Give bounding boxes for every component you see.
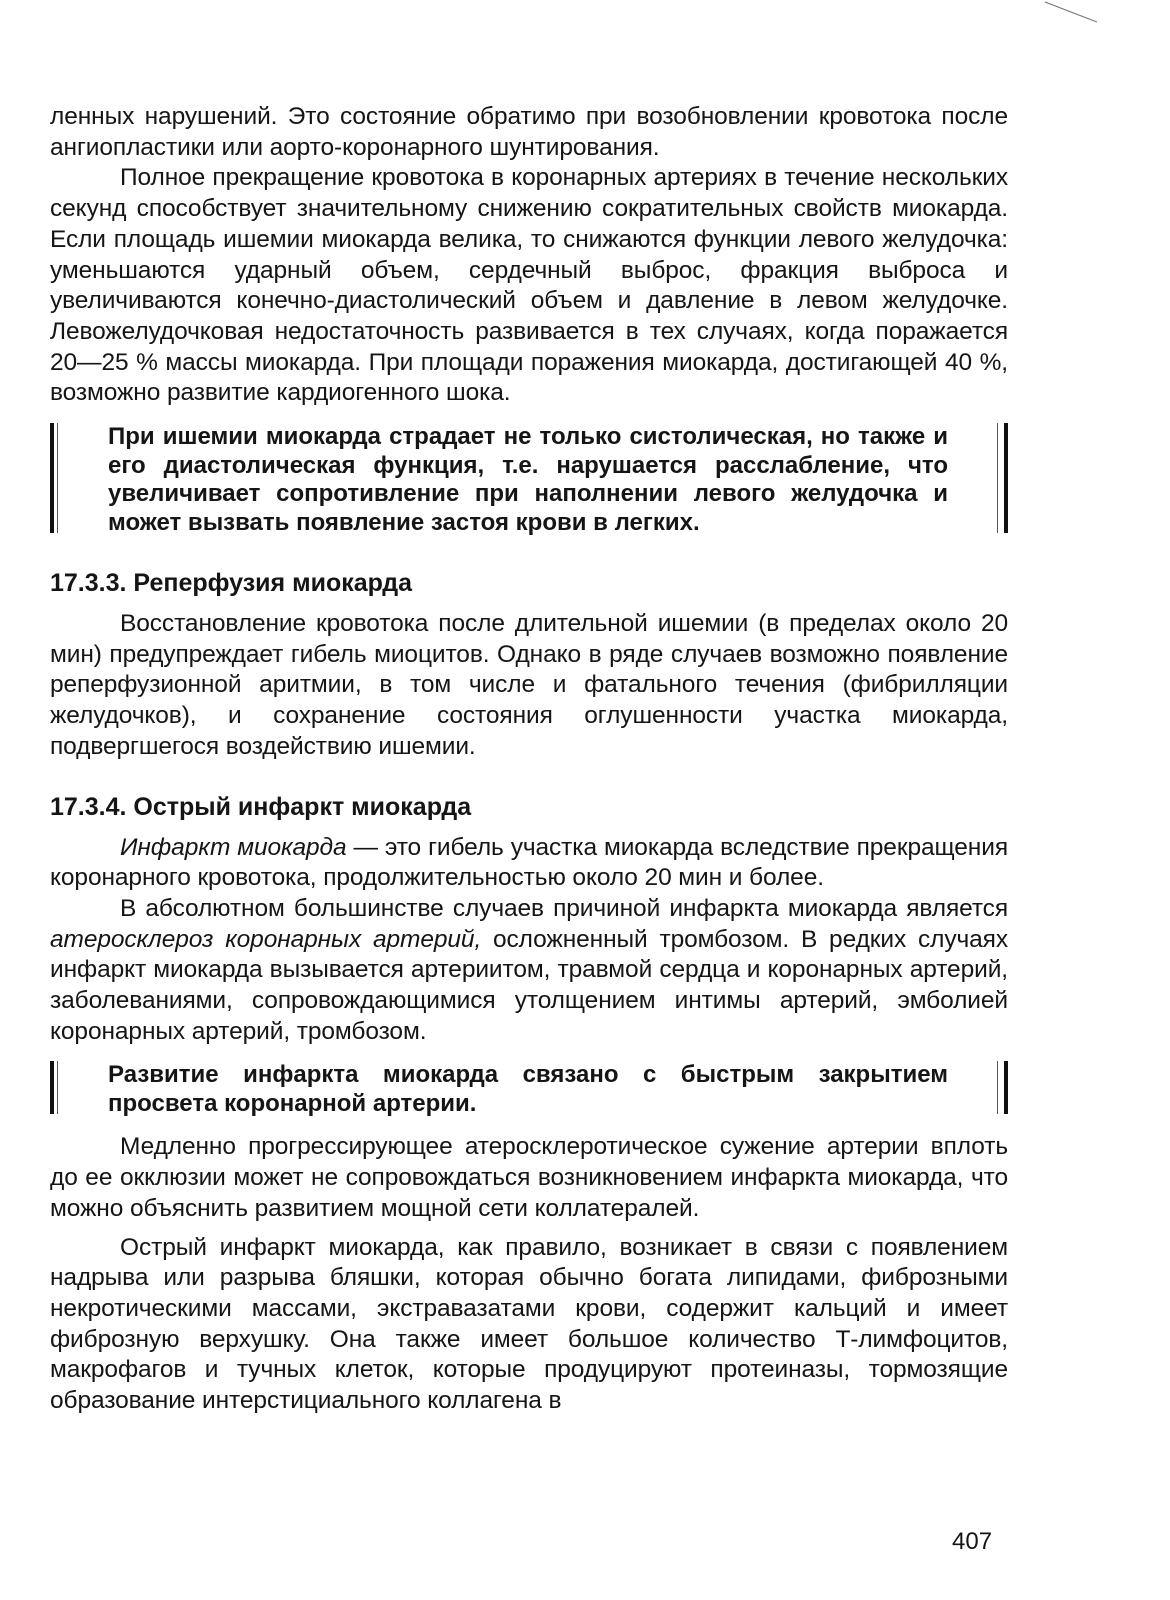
- paragraph-infarction-definition: [50, 833, 1008, 894]
- paragraph-continuation: ленных нарушений. Это состояние обратимо при возобновлении кровотока после ангиопластики или аорто-коронарного шунтирования.: [50, 103, 1008, 161]
- section-heading-reperfusion: 17.3.3. Реперфузия миокарда: [50, 569, 413, 598]
- definition-text: — это гибель участка миокарда вследствие прекращения коронарного кровотока, продолжительностью около 20 мин и более.: [50, 833, 1008, 892]
- callout-left-bar: [50, 1061, 54, 1114]
- paragraph-collaterals: Медленно прогрессирующее атеросклеротическое сужение артерии вплоть до ее окклюзии может не сопровождаться возникновением инфаркта миокарда, что можно объяснить развитием мощной сети коллатералей.: [50, 1133, 1008, 1222]
- paragraph-ischemia-effects: Полное прекращение кровотока в коронарных артериях в течение нескольких секунд способствует значительному снижению сократительных свойств миокарда. Если площадь ишемии миокарда велика, то снижаются функции левого желудочка: уменьшаются ударный объем, сердечный выброс, фракция выброса и увеличиваются конечно-диастолический объем и давление в левом желудочке. Левожелудочковая недостаточность развивается в тех случаях, когда поражается 20—25 % массы миокарда. При площади поражения миокарда, достигающей 40 %, возможно развитие кардиогенного шока.: [50, 164, 1008, 407]
- section-heading-infarction: 17.3.4. Острый инфаркт миокарда: [50, 792, 472, 821]
- scan-corner-mark: [1045, 0, 1105, 30]
- page-content: [50, 102, 1008, 1417]
- callout-left-bar: [50, 423, 54, 533]
- causes-rest: осложненный тромбозом. В редких случаях инфаркт миокарда вызывается артериитом, травмой сердца и коронарных артерий, заболеваниями, сопровождающимися утолщением интимы артерий, эмболией коронарных артерий, тромбозом.: [50, 925, 1008, 1045]
- paragraph-plaque-rupture: Острый инфаркт миокарда, как правило, возникает в связи с появлением надрыва или разрыва бляшки, которая обычно богата липидами, фиброзными некротическими массами, экстравазатами крови, содержит кальций и имеет фиброзную верхушку. Она также имеет большое количество Т-лимфоцитов, макрофагов и тучных клеток, которые продуцируют протеиназы, тормозящие образование интерстициального коллагена в: [50, 1233, 1008, 1415]
- callout-text: При ишемии миокарда страдает не только систолическая, но также и его диастолическая функция, т.е. нарушается расслабление, что увеличивает сопротивление при наполнении левого желудочка и может вызвать появление застоя крови в легких.: [108, 423, 948, 536]
- paragraph-infarction-causes: [50, 894, 1008, 1048]
- causes-intro: В абсолютном большинстве случаев причиной инфаркта миокарда является: [120, 894, 1008, 922]
- callout-right-bar: [1004, 1061, 1008, 1114]
- paragraph-reperfusion: Восстановление кровотока после длительной ишемии (в пределах около 20 мин) предупреждает гибель миоцитов. Однако в ряде случаев возможно появление реперфузионной аритмии, в том числе и фатального течения (фибрилляции желудочков), и сохранение состояния оглушенности участка миокарда, подвергшегося воздействию ишемии.: [50, 610, 1008, 760]
- term-infarction: Инфаркт миокарда: [120, 833, 347, 861]
- callout-text: Развитие инфаркта миокарда связано с быстрым закрытием просвета коронарной артерии.: [108, 1061, 948, 1117]
- term-atherosclerosis: атеросклероз коронарных артерий,: [50, 925, 482, 953]
- callout-right-bar: [1004, 423, 1008, 533]
- callout-artery-closure: [50, 1061, 1008, 1118]
- callout-diastolic-function: [50, 423, 1008, 537]
- page-number: 407: [952, 1528, 993, 1555]
